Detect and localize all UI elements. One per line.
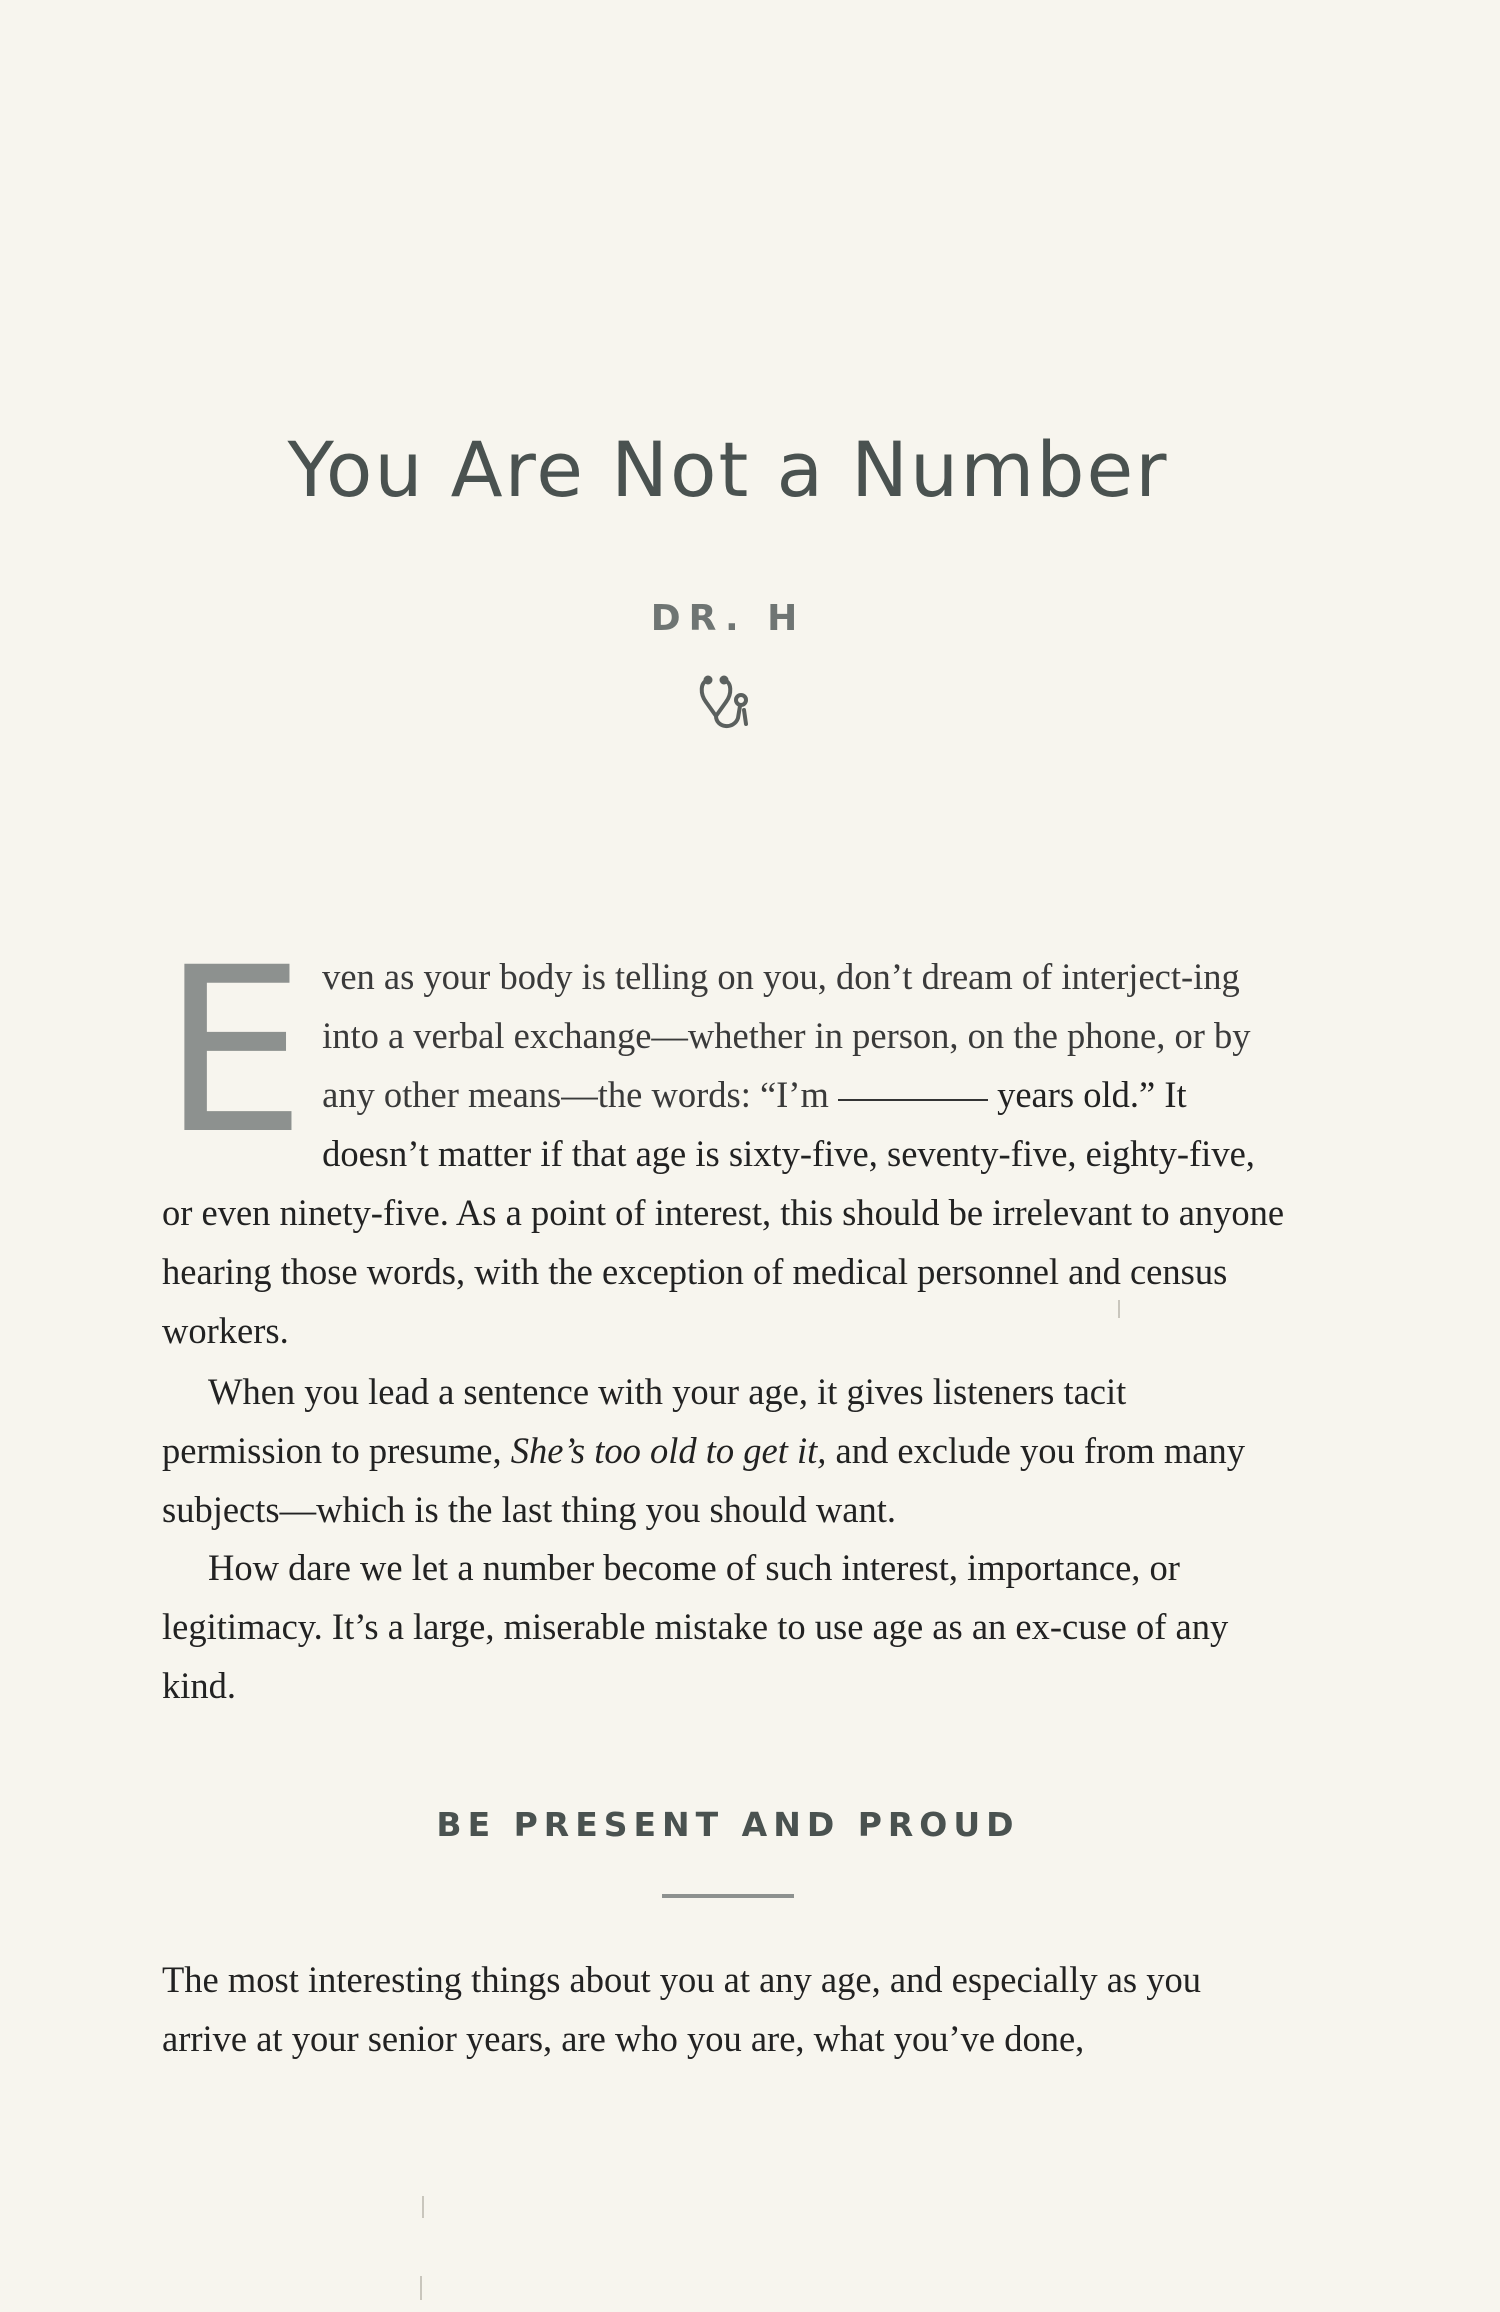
paragraph-1-lead: ven as your body is telling on you, don’t dream of interject-ing into a verbal exchange—whether in person, on the phone, or by any other means—the words: “I’m xyxy=(322,956,1251,1115)
drop-cap: E xyxy=(162,918,307,1184)
paper-blemish xyxy=(420,2276,422,2300)
paragraph-3: How dare we let a number become of such interest, importance, or legitimacy. It’s a large, miserable mistake to use age as an ex-cuse of any kind. xyxy=(162,1547,1229,1706)
paragraph-2-after: and exclude you from many subjects—which is the last thing you should want. xyxy=(162,1430,1245,1530)
paragraph-2-before: When you lead a sentence with your age, it gives listeners tacit permission to presume, xyxy=(162,1371,1127,1471)
age-blank-line xyxy=(838,1098,988,1101)
chapter-title: You Are Not a Number xyxy=(287,425,1169,514)
paragraph-2 xyxy=(162,1362,1290,1539)
section-divider xyxy=(662,1894,794,1898)
paragraph-1-rest: years old.” It doesn’t matter if that age is sixty-five, seventy-five, eighty-five, or even ninety-five. As a point of interest, this should be irrelevant to anyone hearing those words, with the exception of medical personnel and census workers. xyxy=(162,1074,1285,1351)
stethoscope-icon xyxy=(694,672,760,736)
paper-blemish xyxy=(1118,1300,1120,1318)
paragraph-2-italic-quote: She’s too old to get it, xyxy=(510,1430,827,1471)
paragraph-1 xyxy=(162,918,1290,1360)
chapter-author: DR. H xyxy=(650,598,806,639)
paper-blemish xyxy=(422,2196,424,2218)
section-heading: BE PRESENT AND PROUD xyxy=(436,1805,1020,1844)
paragraph-4: The most interesting things about you at any age, and especially as you arrive at your senior years, are who you are, what you’ve done, xyxy=(162,1959,1201,2059)
